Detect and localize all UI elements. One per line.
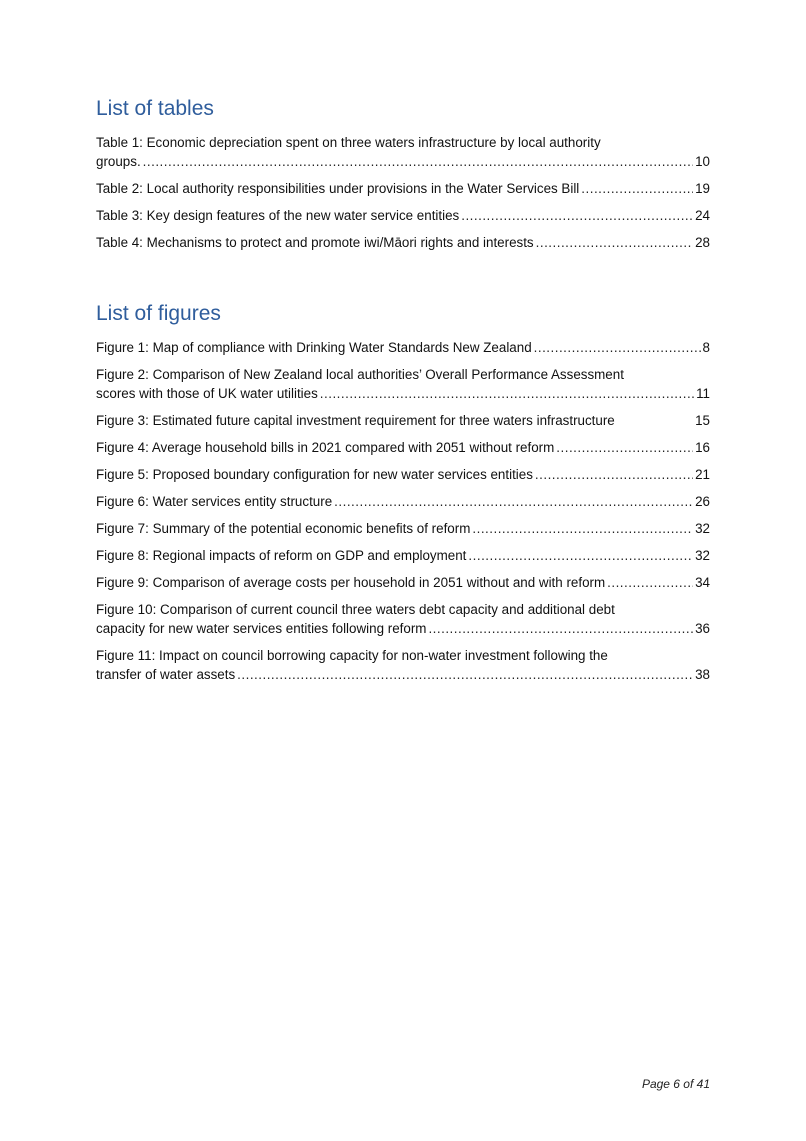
toc-page-number: 10 — [695, 154, 710, 169]
toc-entry-text: scores with those of UK water utilities — [96, 386, 318, 401]
toc-page-number: 32 — [695, 521, 710, 536]
toc-entry-text-line: Table 1: Economic depreciation spent on three waters infrastructure by local authority — [96, 135, 601, 150]
toc-entry-figure-9[interactable] — [96, 573, 710, 592]
dot-leader — [461, 206, 693, 225]
toc-page-number: 26 — [695, 494, 710, 509]
toc-page-number: 34 — [695, 575, 710, 590]
toc-page-number: 36 — [695, 621, 710, 636]
toc-entry-text: Figure 4: Average household bills in 2021 compared with 2051 without reform — [96, 440, 555, 455]
toc-entry-text-line: Figure 2: Comparison of New Zealand local authorities’ Overall Performance Assessment — [96, 367, 624, 382]
toc-page-number: 11 — [696, 386, 710, 401]
list-of-figures-section — [96, 300, 710, 692]
toc-page-number: 28 — [695, 235, 710, 250]
dot-leader — [607, 573, 693, 592]
toc-entry-table-3[interactable] — [96, 206, 710, 225]
page-footer: Page 6 of 41 — [641, 1077, 710, 1091]
toc-page-number: 38 — [695, 667, 710, 682]
dot-leader — [237, 665, 693, 684]
toc-entry-figure-5[interactable] — [96, 465, 710, 484]
toc-entry-figure-3[interactable] — [96, 411, 710, 430]
toc-entry-figure-10[interactable] — [96, 600, 710, 638]
toc-entry-text: Figure 7: Summary of the potential economic benefits of reform — [96, 521, 471, 536]
toc-entry-text: groups. — [96, 154, 141, 169]
toc-entry-text: transfer of water assets — [96, 667, 236, 682]
dot-leader — [143, 152, 693, 171]
toc-entry-text-line: Figure 11: Impact on council borrowing capacity for non-water investment following the — [96, 648, 608, 663]
toc-entry-text: Table 4: Mechanisms to protect and promote iwi/Māori rights and interests — [96, 235, 534, 250]
toc-page-number: 32 — [695, 548, 710, 563]
dot-leader — [472, 519, 693, 538]
toc-entry-figure-7[interactable] — [96, 519, 710, 538]
toc-entry-figure-2[interactable] — [96, 365, 710, 403]
dot-leader — [320, 384, 694, 403]
toc-entry-text: Figure 3: Estimated future capital investment requirement for three waters infrastructure — [96, 413, 615, 428]
dot-leader — [534, 338, 701, 357]
toc-entry-text: Figure 9: Comparison of average costs per household in 2051 without and with reform — [96, 575, 606, 590]
dot-leader — [535, 465, 693, 484]
toc-entry-table-2[interactable] — [96, 179, 710, 198]
toc-entry-text: Table 3: Key design features of the new water service entities — [96, 208, 460, 223]
toc-entry-figure-1[interactable] — [96, 338, 710, 357]
toc-page-number: 8 — [702, 340, 710, 355]
toc-entry-text: Figure 1: Map of compliance with Drinking Water Standards New Zealand — [96, 340, 532, 355]
toc-entry-text: Table 2: Local authority responsibilities under provisions in the Water Services Bill — [96, 181, 580, 196]
toc-page-number: 21 — [695, 467, 710, 482]
toc-entry-text: Figure 6: Water services entity structure — [96, 494, 333, 509]
toc-entry-figure-11[interactable] — [96, 646, 710, 684]
toc-page-number: 19 — [695, 181, 710, 196]
toc-entry-text: Figure 8: Regional impacts of reform on GDP and employment — [96, 548, 467, 563]
toc-entry-text-line: Figure 10: Comparison of current council three waters debt capacity and additional debt — [96, 602, 615, 617]
list-of-tables-section — [96, 95, 710, 260]
toc-entry-figure-4[interactable] — [96, 438, 710, 457]
list-of-figures-heading: List of figures — [96, 302, 221, 325]
list-of-tables-heading: List of tables — [96, 97, 214, 120]
toc-entry-figure-8[interactable] — [96, 546, 710, 565]
toc-page-number: 24 — [695, 208, 710, 223]
toc-entry-text: Figure 5: Proposed boundary configuration for new water services entities — [96, 467, 533, 482]
dot-leader — [556, 438, 693, 457]
toc-page-number: 15 — [695, 413, 710, 428]
toc-entry-table-4[interactable] — [96, 233, 710, 252]
toc-entry-figure-6[interactable] — [96, 492, 710, 511]
dot-leader — [468, 546, 693, 565]
toc-entry-text: capacity for new water services entities following reform — [96, 621, 427, 636]
dot-leader — [536, 233, 693, 252]
dot-leader — [581, 179, 693, 198]
toc-page-number: 16 — [695, 440, 710, 455]
dot-leader — [428, 619, 693, 638]
dot-leader — [334, 492, 693, 511]
toc-entry-table-1[interactable] — [96, 133, 710, 171]
